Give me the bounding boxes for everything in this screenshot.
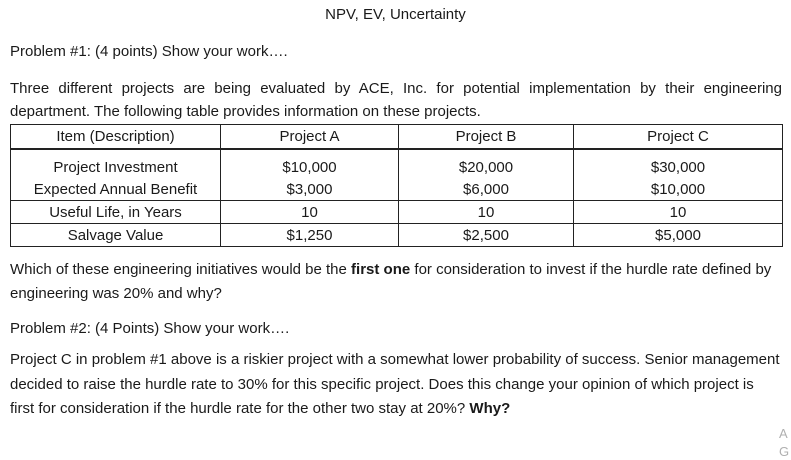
spacer-cell bbox=[221, 149, 399, 156]
table-cell: Project Investment bbox=[11, 156, 221, 178]
table-cell: $6,000 bbox=[399, 178, 574, 201]
table-cell: Salvage Value bbox=[11, 224, 221, 247]
table-cell: $5,000 bbox=[574, 224, 783, 247]
problem-2-emphasis: Why? bbox=[469, 400, 511, 417]
table-row bbox=[11, 224, 783, 247]
table-cell: $30,000 bbox=[574, 156, 783, 178]
table-cell: Expected Annual Benefit bbox=[11, 178, 221, 201]
spacer-cell bbox=[574, 149, 783, 156]
spacer-cell bbox=[399, 149, 574, 156]
header-project-b: Project B bbox=[399, 125, 574, 150]
question-emphasis: first one bbox=[351, 261, 411, 278]
table-row bbox=[11, 178, 783, 201]
table-row bbox=[11, 201, 783, 224]
table-cell: $10,000 bbox=[574, 178, 783, 201]
table-header-row bbox=[11, 125, 783, 150]
question-text-start: Which of these engineering initiatives would be the bbox=[10, 261, 352, 278]
spacer-cell bbox=[11, 149, 221, 156]
table-spacer-row bbox=[11, 149, 783, 156]
problem-2-body bbox=[10, 348, 782, 422]
table-cell: 10 bbox=[399, 201, 574, 224]
edge-glyph-a: A bbox=[779, 426, 788, 441]
problem-1-heading: Problem #1: (4 points) Show your work…. bbox=[10, 43, 288, 60]
table-cell: 10 bbox=[574, 201, 783, 224]
header-project-c: Project C bbox=[574, 125, 783, 150]
table-cell: Useful Life, in Years bbox=[11, 201, 221, 224]
problem-2-text: Project C in problem #1 above is a riskier project with a somewhat lower probability of success. Senior management decided to raise the hurdle rate to 30% for this specific project. Does this change your opinion of which project is first for consideration if the hurdle rate for the other two stay at 20%? bbox=[10, 351, 780, 417]
table-row bbox=[11, 156, 783, 178]
problem-1-intro: Three different projects are being evaluated by ACE, Inc. for potential implementation by their engineering department. The following table provides information on these projects. bbox=[10, 80, 782, 120]
table-cell: $20,000 bbox=[399, 156, 574, 178]
table-cell: $10,000 bbox=[221, 156, 399, 178]
table-cell: 10 bbox=[221, 201, 399, 224]
table-cell: $3,000 bbox=[221, 178, 399, 201]
problem-1-question bbox=[10, 258, 782, 306]
document-title: NPV, EV, Uncertainty bbox=[325, 6, 466, 23]
question-text-end: for consideration to invest if the hurdle rate defined by engineering was 20% and why? bbox=[10, 261, 772, 302]
header-project-a: Project A bbox=[221, 125, 399, 150]
projects-table bbox=[10, 124, 783, 247]
problem-2-heading: Problem #2: (4 Points) Show your work…. bbox=[10, 320, 290, 337]
header-item-description: Item (Description) bbox=[11, 125, 221, 150]
table-cell: $1,250 bbox=[221, 224, 399, 247]
edge-glyph-g: G bbox=[779, 444, 790, 459]
table-cell: $2,500 bbox=[399, 224, 574, 247]
